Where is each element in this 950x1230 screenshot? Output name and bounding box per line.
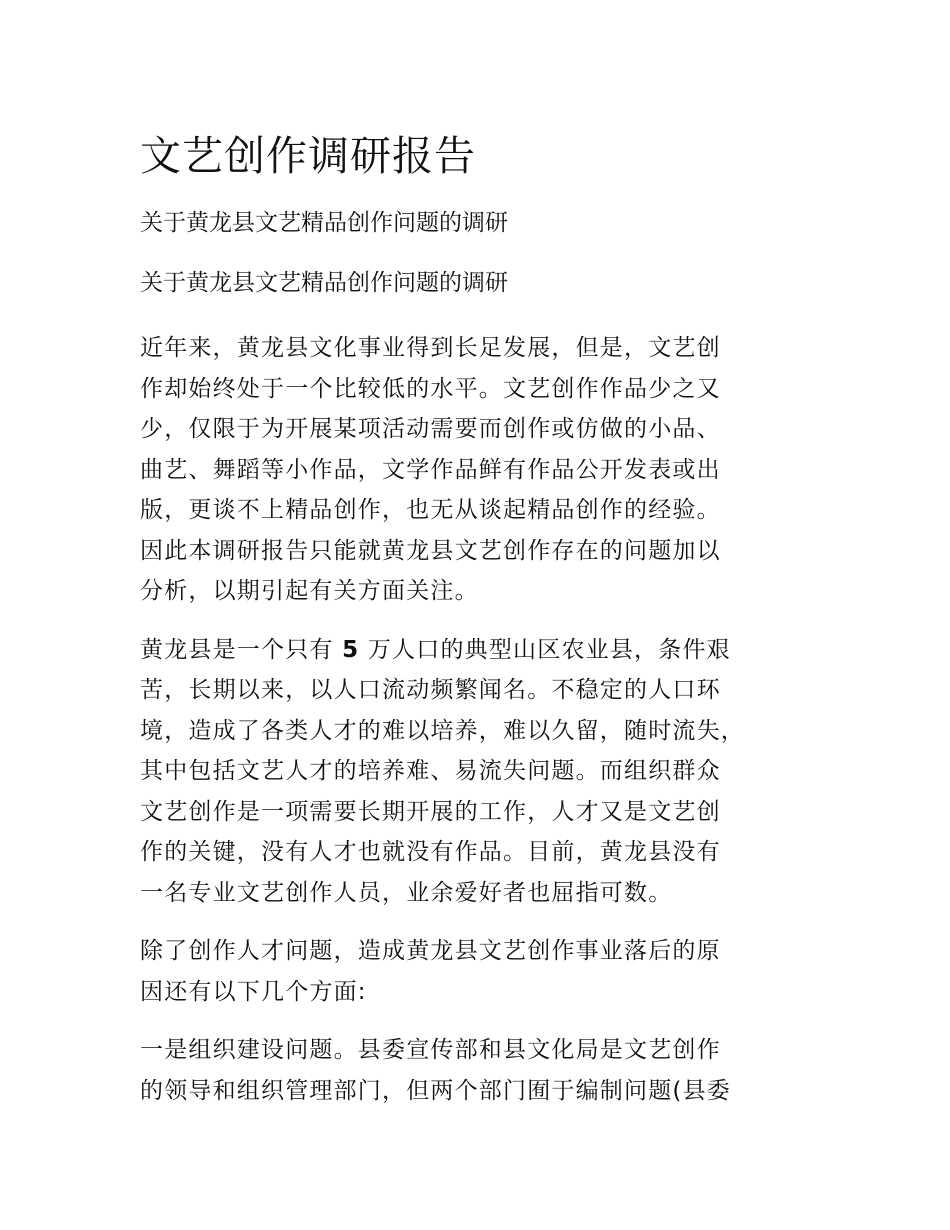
text-line: 除了创作人才问题，造成黄龙县文艺创作事业落后的原 (140, 938, 721, 964)
text-line: 一是组织建设问题。县委宣传部和县文化局是文艺创作 (140, 1037, 721, 1063)
document-subtitle: 关于黄龙县文艺精品创作问题的调研 (140, 210, 508, 236)
text-segment: 万人口的典型山区农业县，条件艰 (359, 636, 731, 663)
text-line: 近年来，黄龙县文化事业得到长足发展，但是，文艺创 (140, 335, 721, 361)
text-line: 一名专业文艺创作人员，业余爱好者也屈指可数。 (140, 879, 673, 906)
text-segment: 黄龙县是一个只有 (140, 636, 343, 663)
paragraph-reasons-intro (140, 931, 820, 1012)
text-line: 曲艺、舞蹈等小作品，文学作品鲜有作品公开发表或出 (140, 456, 721, 483)
paragraph-population (140, 630, 820, 914)
text-line: 分析，以期引起有关方面关注。 (140, 578, 479, 604)
text-line: 文艺创作是一项需要长期开展的工作，人才又是文艺创 (140, 798, 721, 825)
paragraph-organization (140, 1030, 820, 1111)
document-subtitle-repeat: 关于黄龙县文艺精品创作问题的调研 (140, 270, 508, 296)
document-page (140, 130, 820, 1129)
text-line: 版，更谈不上精品创作，也无从谈起精品创作的经验。 (140, 497, 721, 523)
text-line: 境，造成了各类人才的难以培养，难以久留，随时流失， (140, 717, 745, 744)
text-line: 苦，长期以来，以人口流动频繁闻名。不稳定的人口环 (140, 677, 721, 703)
text-line: 作却始终处于一个比较低的水平。文艺创作作品少之又 (140, 375, 721, 402)
text-line: 作的关键，没有人才也就没有作品。目前，黄龙县没有 (140, 839, 721, 865)
text-line: 因此本调研报告只能就黄龙县文艺创作存在的问题加以 (140, 537, 721, 564)
document-title: 文艺创作调研报告 (140, 132, 476, 180)
text-line: 其中包括文艺人才的培养难、易流失问题。而组织群众 (140, 758, 721, 784)
paragraph-intro (140, 328, 820, 612)
text-line: 少，仅限于为开展某项活动需要而创作或仿做的小品、 (140, 416, 721, 442)
text-line: 因还有以下几个方面: (140, 978, 367, 1005)
text-line: 的领导和组织管理部门，但两个部门囿于编制问题(县委 (140, 1077, 731, 1104)
text-line (140, 630, 820, 671)
population-number: 5 (342, 636, 360, 663)
